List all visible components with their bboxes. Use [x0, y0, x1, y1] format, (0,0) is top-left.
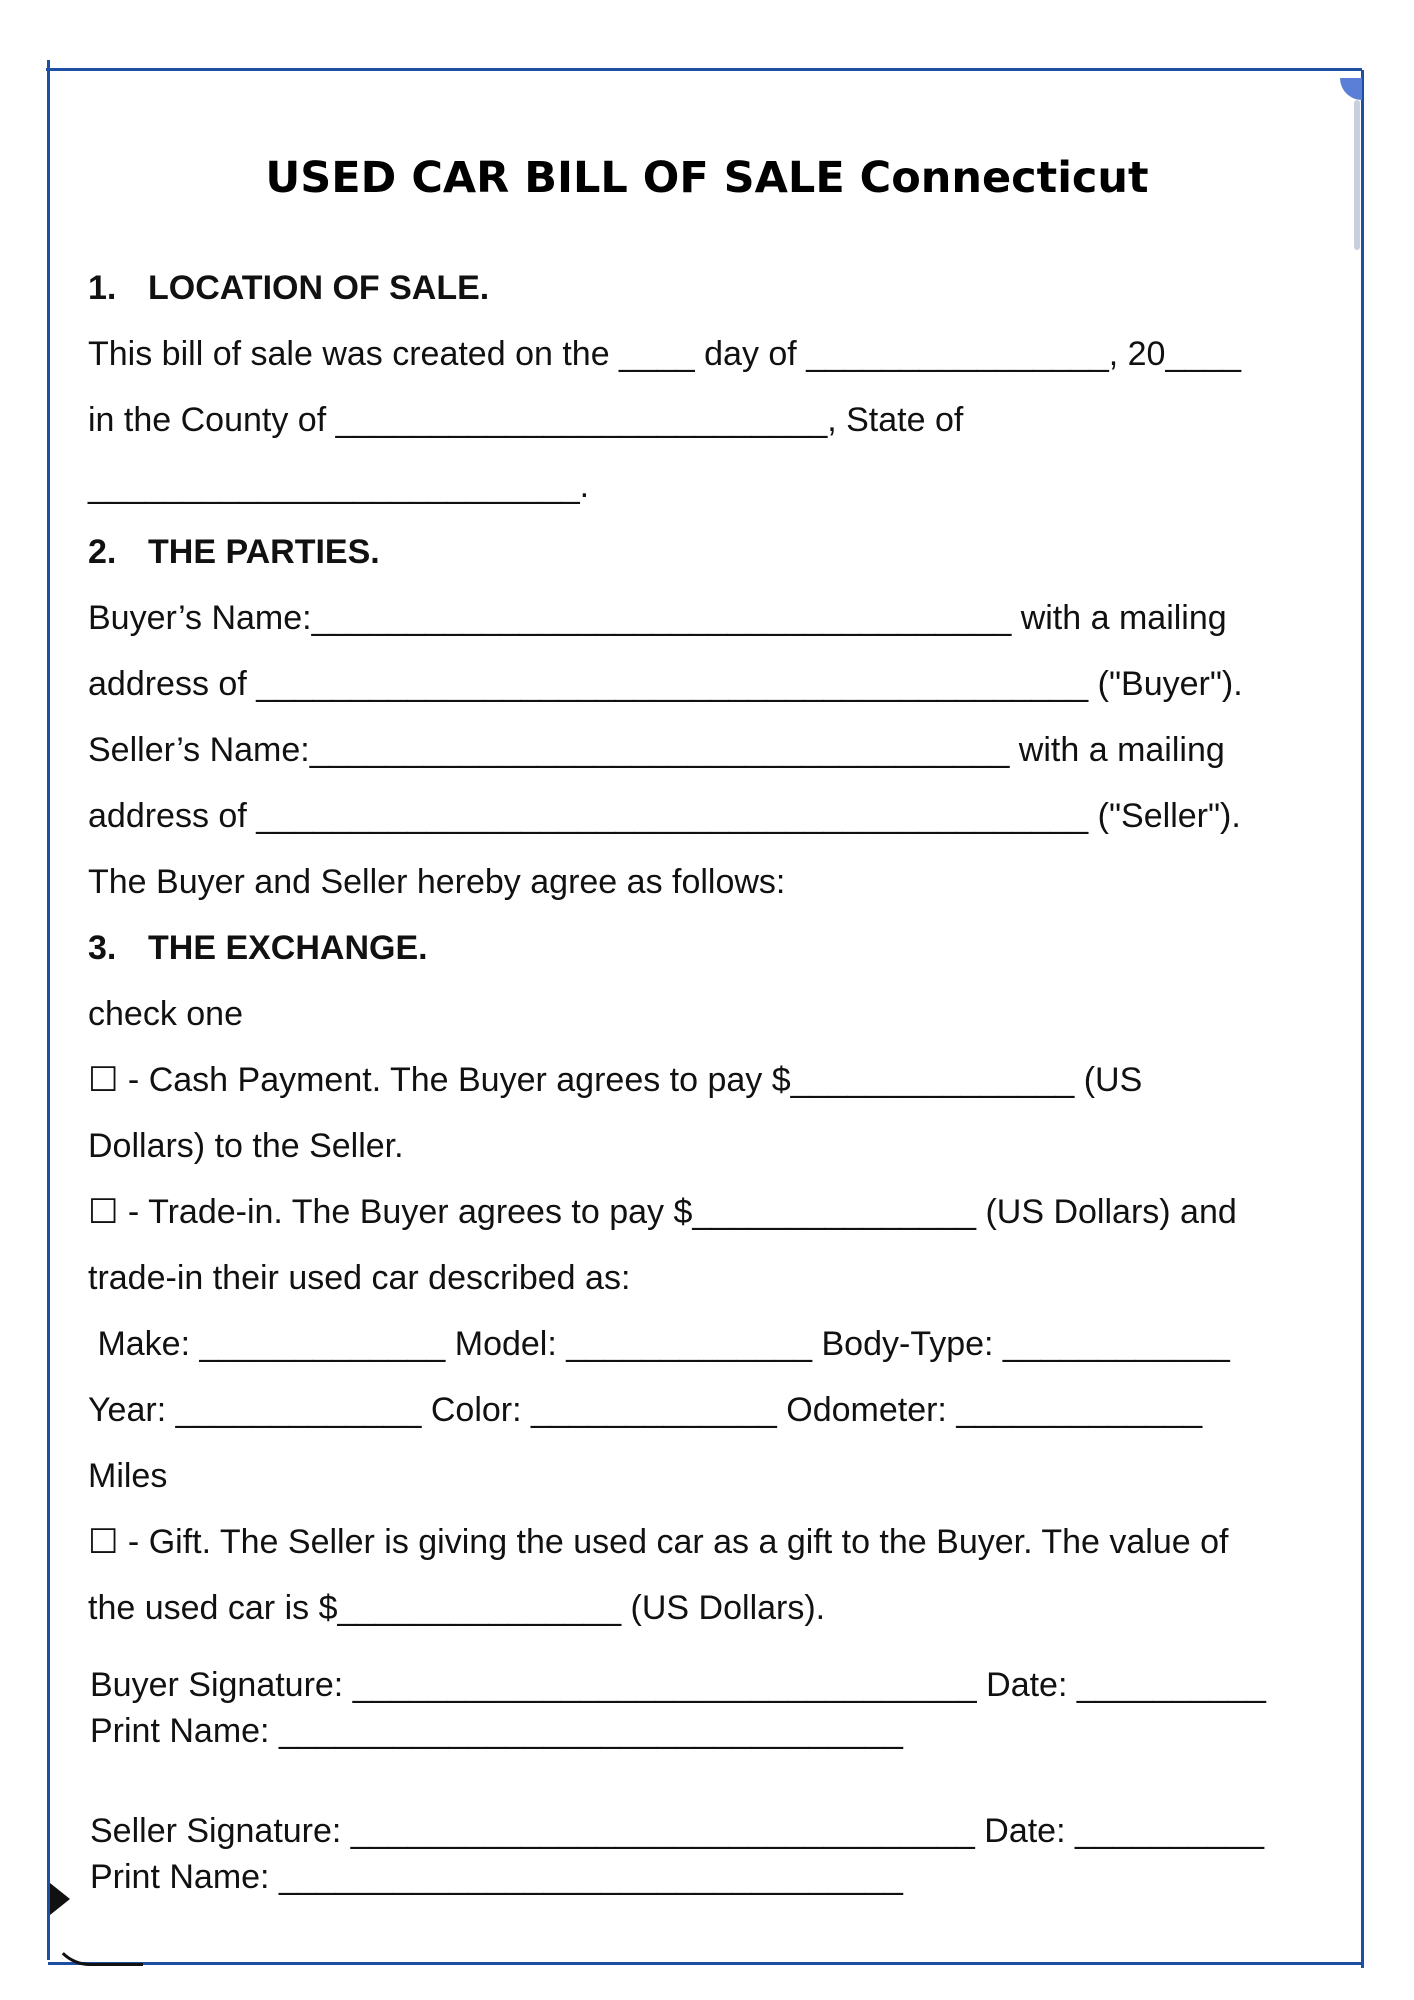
exchange-line: Dollars) to the Seller.: [88, 1127, 404, 1165]
trade-in-vehicle-fields[interactable]: Year: _____________ Color: _____________ Odometer: _____________: [88, 1391, 1203, 1429]
exchange-line: trade-in their used car described as:: [88, 1259, 631, 1297]
document-title: USED CAR BILL OF SALE Connecticut: [265, 153, 1149, 203]
exchange-line: Miles: [88, 1457, 168, 1495]
parties-line: address of ____________________________________________ ("Buyer").: [88, 665, 1243, 703]
section-number: 2.: [88, 533, 117, 571]
location-line: This bill of sale was created on the ____ day of ________________, 20____: [88, 335, 1242, 373]
page-frame-top: [46, 68, 1362, 71]
page-frame-left: [47, 60, 50, 1960]
section-heading-exchange: [88, 926, 428, 970]
parties-line: Seller’s Name:_____________________________________ with a mailing: [88, 731, 1225, 769]
section-heading-text: THE EXCHANGE.: [148, 929, 428, 967]
trade-in-vehicle-fields[interactable]: Make: _____________ Model: _____________ Body-Type: ____________: [88, 1325, 1230, 1363]
triangle-marker-icon: [50, 1883, 70, 1915]
section-number: 1.: [88, 269, 117, 307]
exchange-line: check one: [88, 995, 243, 1033]
location-line: __________________________.: [88, 467, 590, 505]
cash-payment-option[interactable]: ☐ - Cash Payment. The Buyer agrees to pay $_______________ (US: [88, 1061, 1143, 1099]
seller-print-name-field[interactable]: Print Name: _________________________________: [90, 1858, 903, 1896]
section-heading-text: LOCATION OF SALE.: [148, 269, 490, 307]
seller-signature-field[interactable]: Seller Signature: _________________________________ Date: __________: [90, 1812, 1265, 1850]
parties-line: Buyer’s Name:_____________________________________ with a mailing: [88, 599, 1227, 637]
page-corner-curve: [50, 1925, 143, 1966]
page-corner-decoration: [1340, 78, 1362, 100]
trade-in-option[interactable]: ☐ - Trade-in. The Buyer agrees to pay $_______________ (US Dollars) and: [88, 1193, 1237, 1231]
buyer-print-name-field[interactable]: Print Name: _________________________________: [90, 1712, 903, 1750]
page-frame-right: [1361, 70, 1364, 1968]
section-heading-location: [88, 266, 489, 310]
gift-option[interactable]: ☐ - Gift. The Seller is giving the used car as a gift to the Buyer. The value of: [88, 1523, 1229, 1561]
location-line: in the County of __________________________, State of: [88, 401, 964, 439]
section-heading-text: THE PARTIES.: [148, 533, 380, 571]
parties-line: address of ____________________________________________ ("Seller").: [88, 797, 1241, 835]
exchange-line: the used car is $_______________ (US Dollars).: [88, 1589, 826, 1627]
section-heading-parties: [88, 530, 380, 574]
section-number: 3.: [88, 929, 117, 967]
buyer-signature-field[interactable]: Buyer Signature: _________________________________ Date: __________: [90, 1666, 1266, 1704]
page-frame-bottom: [48, 1962, 1362, 1965]
parties-line: The Buyer and Seller hereby agree as follows:: [88, 863, 786, 901]
